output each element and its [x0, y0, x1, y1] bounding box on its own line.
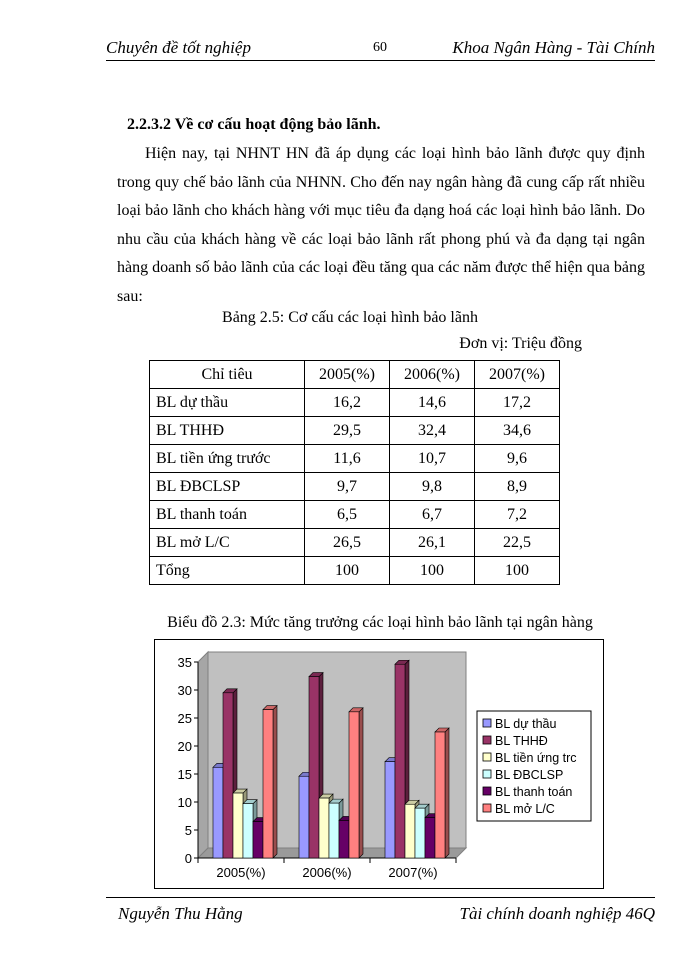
value-cell: 16,2	[305, 389, 390, 417]
bar	[385, 762, 395, 858]
y-tick-label: 5	[184, 823, 192, 838]
bar	[233, 793, 243, 858]
bar	[329, 803, 339, 858]
section-title: 2.2.3.2 Về cơ cấu hoạt động bảo lãnh.	[127, 116, 381, 133]
footer-rule	[106, 897, 655, 898]
y-tick-label: 30	[177, 683, 192, 698]
legend-swatch	[483, 719, 491, 727]
table-header-cell: 2005(%)	[305, 361, 390, 389]
row-label-cell: BL THHĐ	[150, 417, 305, 445]
bar	[309, 677, 319, 858]
y-tick-label: 20	[177, 739, 192, 754]
row-label-cell: BL ĐBCLSP	[150, 473, 305, 501]
table-header-row	[150, 361, 560, 389]
footer-author: Nguyễn Thu Hằng	[118, 904, 243, 923]
bar	[213, 767, 223, 858]
legend-label: BL dự thầu	[495, 717, 557, 731]
bar-side	[445, 728, 449, 858]
bar	[243, 804, 253, 858]
bar	[425, 818, 435, 858]
y-tick-label: 0	[184, 851, 192, 866]
table-unit: Đơn vị: Triệu đồng	[459, 335, 582, 352]
y-tick-label: 35	[177, 655, 192, 670]
bar	[435, 732, 445, 858]
chart-container	[154, 639, 604, 889]
value-cell: 8,9	[475, 473, 560, 501]
legend-swatch	[483, 736, 491, 744]
legend-swatch	[483, 804, 491, 812]
bar	[339, 820, 349, 858]
value-cell: 7,2	[475, 501, 560, 529]
value-cell: 100	[475, 557, 560, 585]
bar	[319, 798, 329, 858]
bar	[349, 712, 359, 858]
header-left: Chuyên đề tốt nghiệp	[106, 38, 251, 57]
value-cell: 9,6	[475, 445, 560, 473]
value-cell: 22,5	[475, 529, 560, 557]
value-cell: 26,5	[305, 529, 390, 557]
table-row	[150, 501, 560, 529]
y-tick-label: 15	[177, 767, 192, 782]
value-cell: 6,5	[305, 501, 390, 529]
value-cell: 10,7	[390, 445, 475, 473]
row-label-cell: Tổng	[150, 557, 305, 585]
header-rule	[106, 60, 655, 61]
guarantee-structure-table	[149, 360, 560, 585]
value-cell: 14,6	[390, 389, 475, 417]
table-header-cell: 2007(%)	[475, 361, 560, 389]
value-cell: 100	[390, 557, 475, 585]
legend-label: BL thanh toán	[495, 785, 573, 799]
legend-label: BL THHĐ	[495, 734, 548, 748]
chart-caption: Biểu đồ 2.3: Mức tăng trưởng các loại hình bảo lãnh tại ngân hàng	[167, 614, 593, 631]
legend-label: BL ĐBCLSP	[495, 768, 564, 782]
row-label-cell: BL tiền ứng trước	[150, 445, 305, 473]
value-cell: 29,5	[305, 417, 390, 445]
value-cell: 100	[305, 557, 390, 585]
legend-label: BL mở L/C	[495, 802, 555, 816]
row-label-cell: BL thanh toán	[150, 501, 305, 529]
table-row	[150, 417, 560, 445]
legend-swatch	[483, 770, 491, 778]
value-cell: 26,1	[390, 529, 475, 557]
row-label-cell: BL dự thầu	[150, 389, 305, 417]
bar	[395, 664, 405, 858]
bar-side	[273, 706, 277, 858]
header-right: Khoa Ngân Hàng - Tài Chính	[452, 38, 655, 57]
body-paragraph: Hiện nay, tại NHNT HN đã áp dụng các loại hình bảo lãnh được quy định trong quy chế bảo lãnh của NHNN. Cho đến nay ngân hàng đã cung cấp rất nhiều loại bảo lãnh cho khách hàng với mục tiêu đa dạng hoá các loại hình bảo lãnh. Do nhu cầu của khách hàng về các loại bảo lãnh rất phong phú và đa dạng tại ngân hàng doanh số bảo lãnh của các loại đều tăng qua các năm được thể hiện qua bảng sau:	[117, 145, 645, 305]
bar	[263, 710, 273, 858]
legend-swatch	[483, 787, 491, 795]
legend-swatch	[483, 753, 491, 761]
value-cell: 9,8	[390, 473, 475, 501]
chart-side-wall	[198, 652, 208, 858]
bar	[299, 776, 309, 858]
x-tick-label: 2007(%)	[388, 865, 438, 880]
row-label-cell: BL mở L/C	[150, 529, 305, 557]
y-tick-label: 25	[177, 711, 192, 726]
x-tick-label: 2005(%)	[216, 865, 266, 880]
bar	[405, 804, 415, 858]
table-header-cell: Chỉ tiêu	[150, 361, 305, 389]
bar	[415, 808, 425, 858]
table-row	[150, 445, 560, 473]
table-caption: Bảng 2.5: Cơ cấu các loại hình bảo lãnh	[222, 309, 478, 326]
value-cell: 9,7	[305, 473, 390, 501]
table-row	[150, 529, 560, 557]
page-number: 60	[373, 40, 387, 55]
legend-label: BL tiền ứng trc	[495, 751, 577, 765]
value-cell: 11,6	[305, 445, 390, 473]
value-cell: 34,6	[475, 417, 560, 445]
value-cell: 6,7	[390, 501, 475, 529]
x-tick-label: 2006(%)	[302, 865, 352, 880]
table-header-cell: 2006(%)	[390, 361, 475, 389]
bar-side	[359, 708, 363, 858]
table-row	[150, 557, 560, 585]
bar	[253, 822, 263, 858]
value-cell: 32,4	[390, 417, 475, 445]
value-cell: 17,2	[475, 389, 560, 417]
table-row	[150, 473, 560, 501]
footer-department: Tài chính doanh nghiệp 46Q	[459, 904, 655, 923]
y-tick-label: 10	[177, 795, 192, 810]
bar-chart	[154, 639, 604, 889]
bar	[223, 693, 233, 858]
table-row	[150, 389, 560, 417]
